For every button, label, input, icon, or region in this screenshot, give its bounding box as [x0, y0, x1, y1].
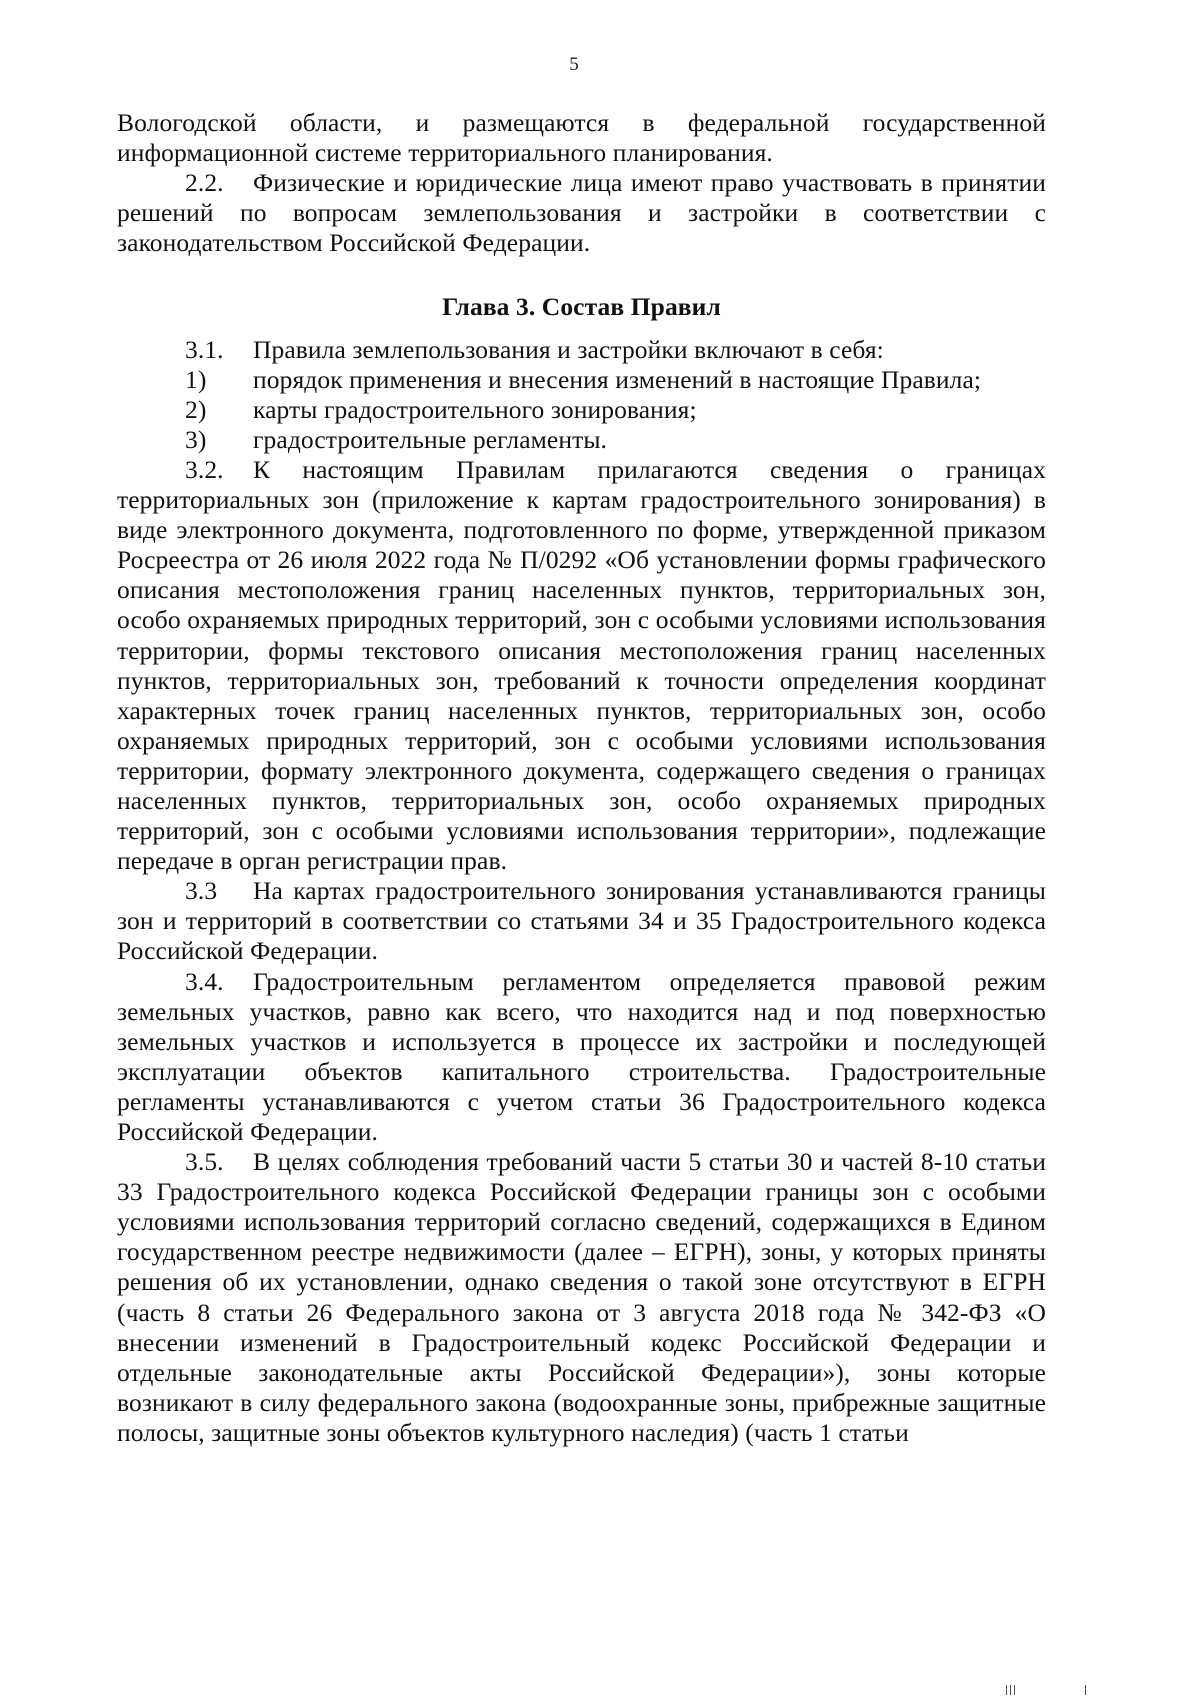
paragraph-text: Градостроительным регламентом определяется правовой режим земельных участков, равно как всего, что находится над и под поверхностью земельных участков и используется в процессе их застройки и последующей эксплуатации объектов капитального строительства. Градостроительные регламенты устанавливаются с учетом статьи 36 Градостроительного кодекса Российской Федерации.	[117, 966, 1046, 1146]
paragraph-number: 3.1.	[185, 334, 224, 364]
page-number: 5	[569, 54, 579, 75]
paragraph-number: 3.5.	[185, 1147, 224, 1177]
paragraph-3-5	[117, 1147, 1046, 1448]
paragraph-text: На картах градостроительного зонирования устанавливаются границы зон и территорий в соответствии со статьями 34 и 35 Градостроительного кодекса Российской Федерации.	[117, 876, 1046, 966]
scan-artifact	[1010, 1685, 1011, 1695]
list-item-number: 1)	[185, 364, 207, 394]
paragraph-number: 3.4.	[185, 966, 224, 996]
paragraph-text: К настоящим Правилам прилагаются сведения о границах территориальных зон (приложение к картам градостроительного зонирования) в виде электронного документа, подготовленного по форме, утвержденной приказом Росреестра от 26 июля 2022 года № П/0292 «Об установлении формы графического описания местоположения границ населенных пунктов, территориальных зон, особо охраняемых природных территорий, зон с особыми условиями использования территории, формы текстового описания местоположения границ населенных пунктов, территориальных зон, требований к точности определения координат характерных точек границ населенных пунктов, территориальных зон, особо охраняемых природных территорий, зон с особыми условиями использования территории, формату электронного документа, содержащего сведения о границах населенных пунктов, территориальных зон, особо охраняемых природных территорий, зон с особыми условиями использования территории», подлежащие передаче в орган регистрации прав.	[117, 454, 1046, 876]
list-item-text: градостроительные регламенты.	[253, 424, 608, 454]
paragraph-3-3	[117, 876, 1046, 966]
list-item-number: 3)	[185, 424, 207, 454]
document-body	[117, 108, 1046, 1448]
list-item-number: 2)	[185, 394, 207, 424]
list-item	[117, 395, 1046, 425]
list-item	[117, 365, 1046, 395]
chapter-title: Глава 3. Состав Правил	[442, 292, 721, 322]
paragraph-3-1	[117, 335, 1046, 365]
paragraph-text: В целях соблюдения требований части 5 статьи 30 и частей 8-10 статьи 33 Градостроительного кодекса Российской Федерации границы зон с особыми условиями использования территорий согласно сведений, содержащихся в Едином государственном реестре недвижимости (далее – ЕГРН), зоны, у которых приняты решения об их установлении, однако сведения о такой зоне отсутствуют в ЕГРН (часть 8 статьи 26 Федерального закона от 3 августа 2018 года № 342-ФЗ «О внесении изменений в Градостроительный кодекс Российской Федерации и отдельные законодательные акты Российской Федерации»), зоны которые возникают в силу федерального закона (водоохранные зоны, прибрежные защитные полосы, защитные зоны объектов культурного наследия) (часть 1 статьи	[117, 1147, 1046, 1447]
paragraph-2-2	[117, 168, 1046, 258]
paragraph-3-2	[117, 455, 1046, 876]
paragraph-number: 3.3	[185, 876, 218, 906]
paragraph-text: Физические и юридические лица имеют право участвовать в принятии решений по вопросам землепользования и застройки в соответствии с законодательством Российской Федерации.	[117, 168, 1046, 258]
paragraph-text: Правила землепользования и застройки включают в себя:	[253, 334, 884, 364]
paragraph-3-4	[117, 967, 1046, 1148]
scan-artifact	[1006, 1685, 1007, 1695]
paragraph-number: 3.2.	[185, 454, 224, 484]
paragraph-number: 2.2.	[185, 168, 224, 198]
scan-artifact	[1085, 1685, 1086, 1695]
list-item-text: порядок применения и внесения изменений в настоящие Правила;	[253, 364, 982, 394]
list-item-text: карты градостроительного зонирования;	[253, 394, 697, 424]
list-item	[117, 425, 1046, 455]
paragraph-continuation: Вологодской области, и размещаются в федеральной государственной информационной системе территориального планирования.	[117, 108, 1046, 168]
scan-artifact	[1014, 1685, 1015, 1695]
